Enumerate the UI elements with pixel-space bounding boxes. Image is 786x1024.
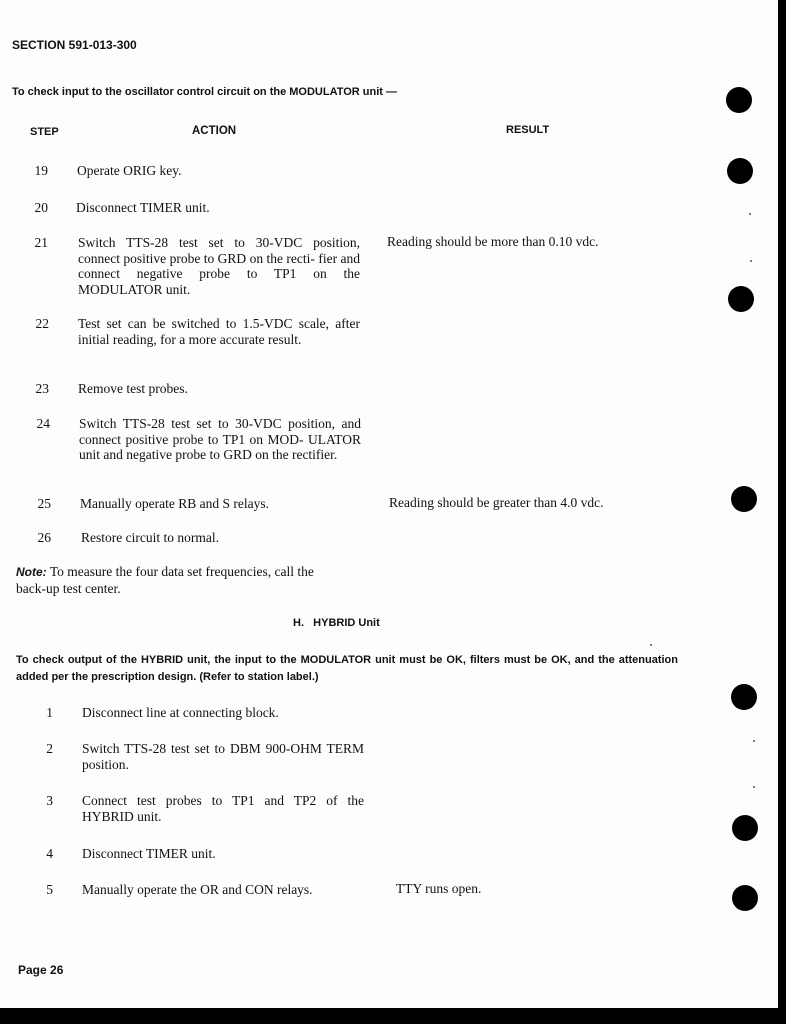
step-action: Switch TTS-28 test set to 30-VDC position, and connect positive probe to TP1 on MOD- ULATOR unit and negative probe to GRD on the rectifier. bbox=[79, 416, 361, 463]
punch-hole bbox=[726, 87, 752, 113]
column-header-step: STEP bbox=[30, 126, 59, 138]
step-number: 21 bbox=[34, 235, 48, 250]
step-result: TTY runs open. bbox=[396, 881, 482, 896]
punch-hole bbox=[728, 286, 754, 312]
column-header-result: RESULT bbox=[506, 124, 550, 136]
step-number: 24 bbox=[36, 416, 50, 431]
step-number: 26 bbox=[37, 530, 51, 545]
step-action: Connect test probes to TP1 and TP2 of the HYBRID unit. bbox=[82, 793, 364, 824]
speck bbox=[650, 644, 652, 646]
step-number: 22 bbox=[35, 316, 49, 331]
subsection-title: H. HYBRID Unit bbox=[293, 617, 380, 629]
speck bbox=[749, 213, 751, 215]
punch-hole bbox=[731, 684, 757, 710]
hybrid-intro: To check output of the HYBRID unit, the input to the MODULATOR unit must be OK, filters must be OK, and the attenuation added per the prescription design. (Refer to station label.) bbox=[16, 654, 678, 683]
step-action: Operate ORIG key. bbox=[77, 163, 182, 178]
section-number: SECTION 591-013-300 bbox=[12, 38, 137, 52]
step-number: 1 bbox=[46, 705, 53, 720]
step-action: Manually operate the OR and CON relays. bbox=[82, 882, 313, 897]
step-action: Switch TTS-28 test set to DBM 900-OHM TERM position. bbox=[82, 741, 364, 772]
step-action: Remove test probes. bbox=[78, 381, 188, 396]
step-number: 4 bbox=[46, 846, 53, 861]
step-number: 20 bbox=[34, 200, 48, 215]
step-number: 25 bbox=[37, 496, 51, 511]
punch-hole bbox=[731, 486, 757, 512]
step-action: Disconnect TIMER unit. bbox=[76, 200, 210, 215]
step-action: Test set can be switched to 1.5-VDC scale, after initial reading, for a more accurate result. bbox=[78, 316, 360, 347]
step-number: 5 bbox=[46, 882, 53, 897]
speck bbox=[750, 260, 752, 262]
step-number: 23 bbox=[35, 381, 49, 396]
step-result: Reading should be more than 0.10 vdc. bbox=[387, 234, 599, 249]
step-action: Manually operate RB and S relays. bbox=[80, 496, 269, 511]
speck bbox=[753, 740, 755, 742]
note-label: Note: bbox=[16, 565, 47, 579]
punch-hole bbox=[732, 815, 758, 841]
step-result: Reading should be greater than 4.0 vdc. bbox=[389, 495, 604, 510]
intro-text: To check input to the oscillator control circuit on the MODULATOR unit — bbox=[12, 86, 398, 98]
punch-hole bbox=[732, 885, 758, 911]
step-action: Disconnect TIMER unit. bbox=[82, 846, 216, 861]
note-text: To measure the four data set frequencies, call the back-up test center. bbox=[16, 564, 314, 596]
page-number: Page 26 bbox=[18, 963, 64, 977]
speck bbox=[753, 786, 755, 788]
step-number: 3 bbox=[46, 793, 53, 808]
step-action: Disconnect line at connecting block. bbox=[82, 705, 279, 720]
step-action: Switch TTS-28 test set to 30-VDC position, connect positive probe to GRD on the recti- fier and connect negative probe to TP1 on the MODULATOR unit. bbox=[78, 235, 360, 297]
step-number: 2 bbox=[46, 741, 53, 756]
step-number: 19 bbox=[34, 163, 48, 178]
punch-hole bbox=[727, 158, 753, 184]
note bbox=[16, 564, 336, 596]
step-action: Restore circuit to normal. bbox=[81, 530, 219, 545]
column-header-action: ACTION bbox=[192, 125, 237, 137]
